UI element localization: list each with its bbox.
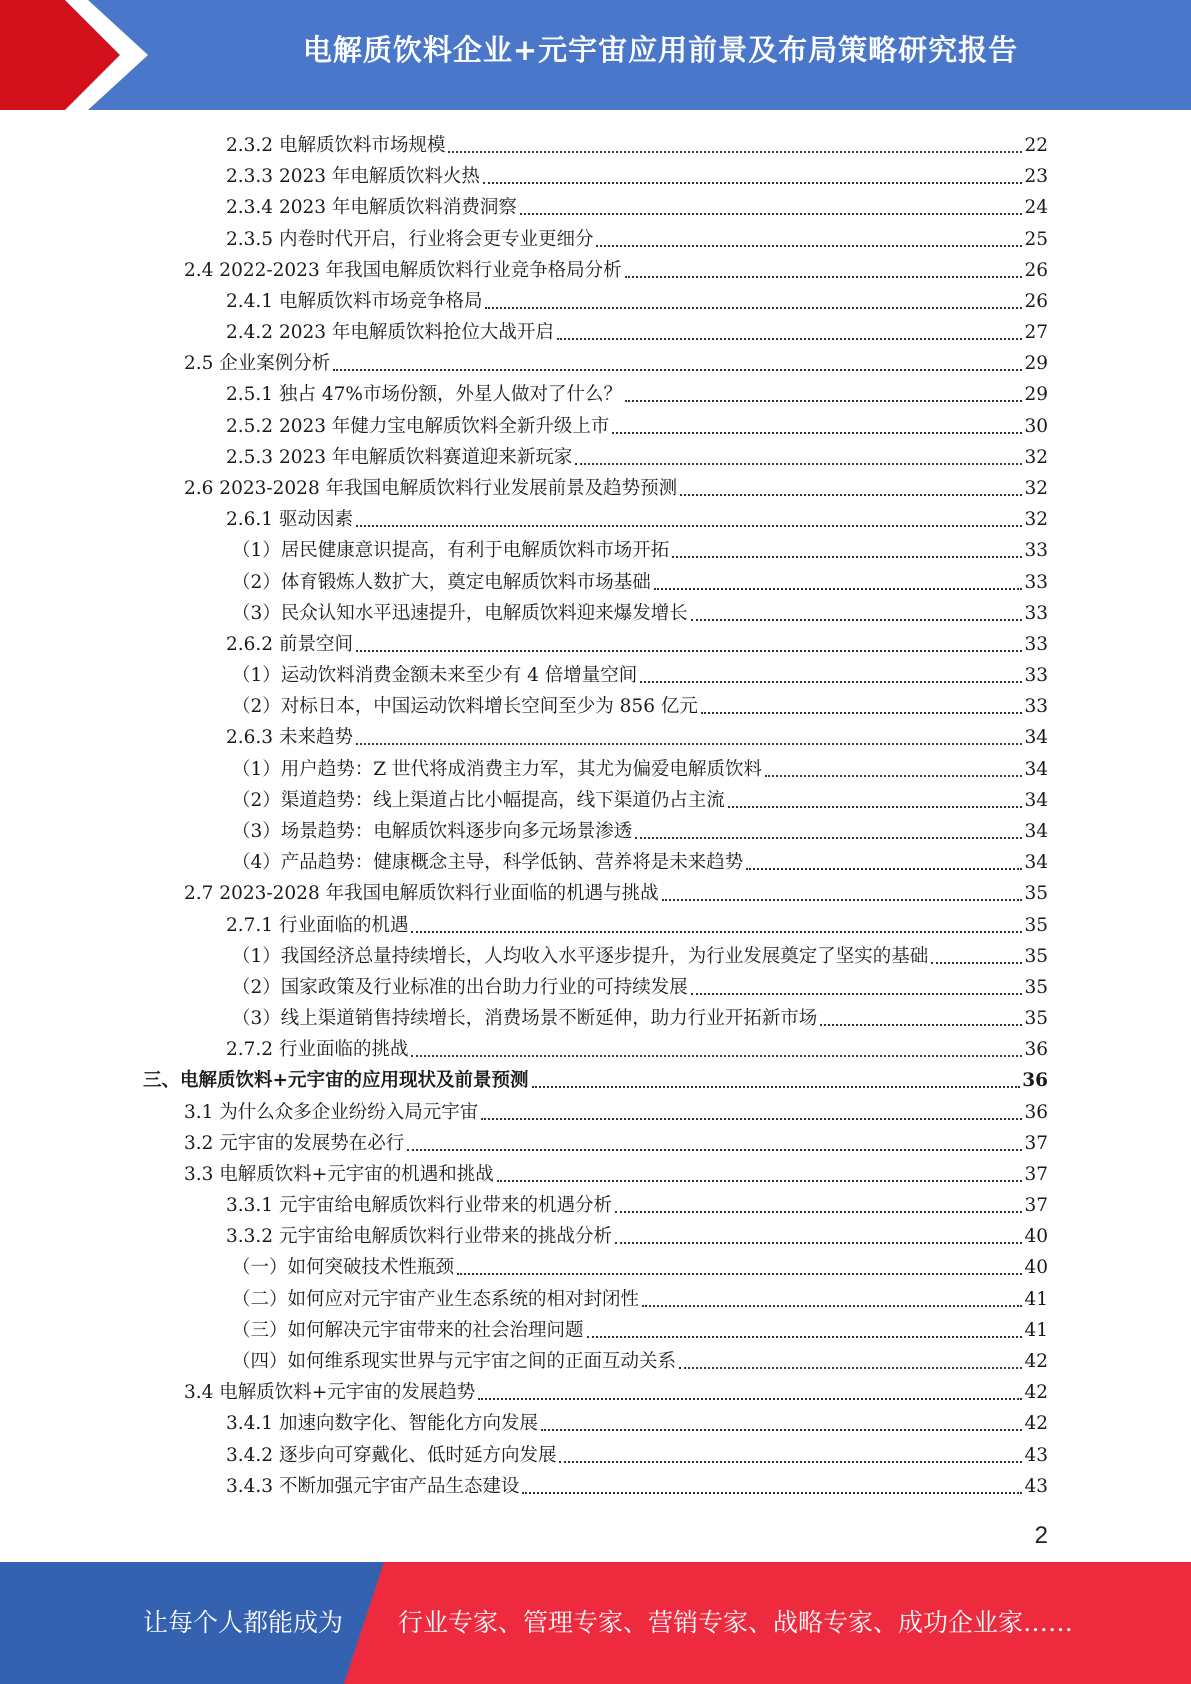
- toc-entry[interactable]: [226, 1218, 1048, 1249]
- toc-entry-title: 2.7.2 行业面临的挑战: [226, 1039, 409, 1060]
- toc-dot-leader: [522, 1492, 1022, 1494]
- toc-entry-title: 2.6 2023-2028 年我国电解质饮料行业发展前景及趋势预测: [184, 478, 678, 499]
- toc-entry-title: 3.4.3 不断加强元宇宙产品生态建设: [226, 1476, 520, 1497]
- toc-dot-leader: [541, 1429, 1022, 1431]
- toc-entry[interactable]: [232, 564, 1048, 595]
- toc-dot-leader: [483, 182, 1023, 184]
- toc-dot-leader: [820, 1024, 1022, 1026]
- toc-dot-leader: [596, 245, 1022, 247]
- toc-dot-leader: [662, 899, 1023, 901]
- toc-entry-page: 36: [1024, 1102, 1048, 1123]
- toc-entry-page: 26: [1024, 260, 1048, 281]
- toc-entry-title: 2.3.5 内卷时代开启，行业将会更专业更细分: [226, 229, 594, 250]
- toc-dot-leader: [411, 931, 1022, 933]
- footer-slogan-right: 行业专家、管理专家、营销专家、战略专家、成功企业家……: [398, 1608, 1074, 1637]
- toc-dot-leader: [728, 806, 1023, 808]
- toc-dot-leader: [701, 712, 1023, 714]
- toc-dot-leader: [497, 1180, 1023, 1182]
- toc-dot-leader: [625, 276, 1023, 278]
- toc-dot-leader: [481, 1118, 1022, 1120]
- toc-entry-title: 2.4 2022-2023 年我国电解质饮料行业竞争格局分析: [184, 260, 622, 281]
- toc-entry-page: 40: [1024, 1226, 1048, 1247]
- toc-entry[interactable]: [184, 1156, 1048, 1187]
- toc-dot-leader: [615, 1242, 1022, 1244]
- toc-entry[interactable]: [184, 345, 1048, 376]
- toc-entry-page: 35: [1024, 1008, 1048, 1029]
- toc-entry-page: 34: [1024, 790, 1048, 811]
- toc-entry-title: （3）线上渠道销售持续增长，消费场景不断延伸，助力行业开拓新市场: [232, 1008, 818, 1029]
- toc-dot-leader: [654, 588, 1023, 590]
- toc-dot-leader: [356, 525, 1023, 527]
- toc-entry-title: （三）如何解决元宇宙带来的社会治理问题: [232, 1320, 584, 1341]
- toc-entry-title: （1）用户趋势：Z 世代将成消费主力军，其尤为偏爱电解质饮料: [232, 759, 763, 780]
- toc-dot-leader: [612, 432, 1022, 434]
- toc-dot-leader: [691, 619, 1023, 621]
- toc-entry-title: 2.4.2 2023 年电解质饮料抢位大战开启: [226, 322, 554, 343]
- toc-entry-title: （四）如何维系现实世界与元宇宙之间的正面互动关系: [232, 1351, 677, 1372]
- toc-entry-title: 2.3.2 电解质饮料市场规模: [226, 135, 446, 156]
- toc-entry[interactable]: [226, 158, 1048, 189]
- toc-dot-leader: [640, 681, 1022, 683]
- toc-dot-leader: [557, 338, 1023, 340]
- toc-entry[interactable]: [226, 1437, 1048, 1468]
- toc-entry[interactable]: [232, 1343, 1048, 1374]
- toc-dot-leader: [457, 1273, 1022, 1275]
- toc-entry-title: （2）渠道趋势：线上渠道占比小幅提高，线下渠道仍占主流: [232, 790, 725, 811]
- toc-entry-title: （3）民众认知水平迅速提升，电解质饮料迎来爆发增长: [232, 603, 688, 624]
- toc-entry-page: 42: [1024, 1351, 1048, 1372]
- toc-entry-page: 33: [1024, 572, 1048, 593]
- toc-entry[interactable]: [184, 1125, 1048, 1156]
- toc-entry[interactable]: [226, 1405, 1048, 1436]
- toc-entry-title: （2）国家政策及行业标准的出台助力行业的可持续发展: [232, 977, 688, 998]
- toc-entry[interactable]: [184, 1374, 1048, 1405]
- toc-entry[interactable]: [232, 751, 1048, 782]
- toc-entry-page: 33: [1024, 634, 1048, 655]
- toc-dot-leader: [333, 369, 1022, 371]
- toc-entry-title: 3.4.2 逐步向可穿戴化、低时延方向发展: [226, 1445, 557, 1466]
- toc-dot-leader: [485, 307, 1022, 309]
- toc-entry-page: 32: [1024, 509, 1048, 530]
- toc-entry-page: 29: [1024, 353, 1048, 374]
- footer-slogan-left: 让每个人都能成为: [143, 1608, 344, 1637]
- toc-entry-page: 25: [1024, 229, 1048, 250]
- toc-entry-title: 3.1 为什么众多企业纷纷入局元宇宙: [184, 1102, 479, 1123]
- toc-entry-page: 43: [1024, 1445, 1048, 1466]
- toc-entry-title: 2.6.3 未来趋势: [226, 727, 353, 748]
- toc-entry[interactable]: [226, 1468, 1048, 1499]
- toc-entry-title: 3.3.1 元宇宙给电解质饮料行业带来的机遇分析: [226, 1195, 612, 1216]
- toc-entry-title: （1）运动饮料消费金额未来至少有 4 倍增量空间: [232, 665, 638, 686]
- toc-entry[interactable]: [232, 813, 1048, 844]
- toc-dot-leader: [679, 1367, 1022, 1369]
- toc-entry-page: 34: [1024, 852, 1048, 873]
- toc-dot-leader: [407, 1149, 1022, 1151]
- toc-entry[interactable]: [226, 626, 1048, 657]
- toc-entry-page: 29: [1024, 384, 1048, 405]
- toc-entry[interactable]: [226, 501, 1048, 532]
- toc-entry[interactable]: [184, 875, 1048, 906]
- toc-entry-page: 27: [1024, 322, 1048, 343]
- report-title: 电解质饮料企业+元宇宙应用前景及布局策略研究报告: [302, 33, 1019, 67]
- toc-entry-page: 33: [1024, 696, 1048, 717]
- toc-entry[interactable]: [232, 595, 1048, 626]
- toc-dot-leader: [615, 1211, 1022, 1213]
- toc-entry-page: 41: [1024, 1289, 1048, 1310]
- toc-entry-page: 42: [1024, 1413, 1048, 1434]
- toc-entry-title: 3.4.1 加速向数字化、智能化方向发展: [226, 1413, 538, 1434]
- toc-entry-title: 2.5.3 2023 年电解质饮料赛道迎来新玩家: [226, 447, 573, 468]
- toc-entry-title: 2.5 企业案例分析: [184, 353, 331, 374]
- toc-entry-page: 37: [1024, 1133, 1048, 1154]
- toc-entry[interactable]: [232, 1249, 1048, 1280]
- toc-entry-page: 36: [1024, 1039, 1048, 1060]
- toc-entry-title: 3.3 电解质饮料+元宇宙的机遇和挑战: [184, 1164, 494, 1185]
- toc-entry-title: 2.7 2023-2028 年我国电解质饮料行业面临的机遇与挑战: [184, 883, 659, 904]
- toc-entry[interactable]: [232, 844, 1048, 875]
- toc-entry-title: 3.3.2 元宇宙给电解质饮料行业带来的挑战分析: [226, 1226, 612, 1247]
- toc-dot-leader: [356, 743, 1023, 745]
- toc-dot-leader: [680, 494, 1022, 496]
- toc-entry-page: 24: [1024, 197, 1048, 218]
- toc-dot-leader: [559, 1461, 1022, 1463]
- toc-entry-title: （一）如何突破技术性瓶颈: [232, 1257, 455, 1278]
- toc-entry-page: 37: [1024, 1195, 1048, 1216]
- toc-entry-title: （4）产品趋势：健康概念主导，科学低钠、营养将是未来趋势: [232, 852, 744, 873]
- toc-entry-title: 2.7.1 行业面临的机遇: [226, 915, 409, 936]
- toc-entry-page: 35: [1024, 915, 1048, 936]
- toc-dot-leader: [478, 1398, 1022, 1400]
- toc-entry[interactable]: [232, 532, 1048, 563]
- toc-entry[interactable]: [232, 1281, 1048, 1312]
- toc-entry-title: （3）场景趋势：电解质饮料逐步向多元场景渗透: [232, 821, 633, 842]
- toc-entry[interactable]: [226, 1187, 1048, 1218]
- toc-dot-leader: [356, 650, 1023, 652]
- toc-entry[interactable]: [226, 439, 1048, 470]
- toc-entry[interactable]: [226, 221, 1048, 252]
- toc-entry-title: （1）我国经济总量持续增长，人均收入水平逐步提升，为行业发展奠定了坚实的基础: [232, 946, 929, 967]
- toc-entry-page: 34: [1024, 759, 1048, 780]
- toc-entry-title: 2.6.2 前景空间: [226, 634, 353, 655]
- toc-dot-leader: [520, 213, 1023, 215]
- page-header: [0, 0, 1191, 110]
- toc-entry[interactable]: [226, 408, 1048, 439]
- toc-entry-title: 2.6.1 驱动因素: [226, 509, 353, 530]
- toc-entry-page: 35: [1024, 977, 1048, 998]
- toc-entry[interactable]: [232, 782, 1048, 813]
- toc-dot-leader: [635, 837, 1022, 839]
- toc-entry[interactable]: [143, 1062, 1048, 1093]
- toc-entry[interactable]: [226, 314, 1048, 345]
- toc-dot-leader: [931, 962, 1022, 964]
- toc-dot-leader: [575, 463, 1022, 465]
- toc-entry[interactable]: [232, 1000, 1048, 1031]
- toc-entry[interactable]: [226, 283, 1048, 314]
- toc-entry-title: 三、电解质饮料+元宇宙的应用现状及前景预测: [143, 1070, 529, 1091]
- toc-dot-leader: [746, 868, 1022, 870]
- toc-entry[interactable]: [232, 688, 1048, 719]
- toc-entry-title: 2.3.4 2023 年电解质饮料消费洞察: [226, 197, 517, 218]
- toc-entry-page: 37: [1024, 1164, 1048, 1185]
- toc-entry-page: 33: [1024, 603, 1048, 624]
- toc-entry-page: 23: [1024, 166, 1048, 187]
- toc-entry-page: 41: [1024, 1320, 1048, 1341]
- toc-entry[interactable]: [226, 376, 1048, 407]
- toc-dot-leader: [672, 556, 1022, 558]
- toc-entry[interactable]: [226, 719, 1048, 750]
- toc-entry-page: 22: [1024, 135, 1048, 156]
- toc-entry-page: 33: [1024, 540, 1048, 561]
- toc-dot-leader: [532, 1086, 1021, 1088]
- toc-entry-title: （1）居民健康意识提高，有利于电解质饮料市场开拓: [232, 540, 670, 561]
- toc-entry[interactable]: [226, 907, 1048, 938]
- toc-entry[interactable]: [232, 969, 1048, 1000]
- toc-entry-page: 40: [1024, 1257, 1048, 1278]
- toc-entry-page: 32: [1024, 447, 1048, 468]
- toc-dot-leader: [448, 151, 1022, 153]
- toc-dot-leader: [765, 775, 1022, 777]
- toc-entry-page: 32: [1024, 478, 1048, 499]
- toc-entry-page: 33: [1024, 665, 1048, 686]
- toc-entry-title: 2.3.3 2023 年电解质饮料火热: [226, 166, 480, 187]
- toc-dot-leader: [587, 1336, 1023, 1338]
- toc-entry[interactable]: [232, 938, 1048, 969]
- toc-entry-title: （2）对标日本，中国运动饮料增长空间至少为 856 亿元: [232, 696, 698, 717]
- toc-entry-page: 43: [1024, 1476, 1048, 1497]
- toc-entry-page: 30: [1024, 416, 1048, 437]
- toc-dot-leader: [691, 993, 1023, 995]
- toc-entry[interactable]: [184, 252, 1048, 283]
- toc-dot-leader: [642, 1305, 1022, 1307]
- toc-entry-page: 35: [1024, 883, 1048, 904]
- page-footer: [0, 1562, 1191, 1684]
- toc-entry[interactable]: [232, 657, 1048, 688]
- toc-entry-title: （二）如何应对元宇宙产业生态系统的相对封闭性: [232, 1289, 640, 1310]
- toc-entry-page: 36: [1022, 1070, 1048, 1091]
- toc-entry-page: 26: [1024, 291, 1048, 312]
- toc-entry-page: 35: [1024, 946, 1048, 967]
- toc-entry[interactable]: [232, 1312, 1048, 1343]
- toc-entry-title: （2）体育锻炼人数扩大，奠定电解质饮料市场基础: [232, 572, 651, 593]
- toc-entry[interactable]: [226, 189, 1048, 220]
- toc-entry[interactable]: [184, 1094, 1048, 1125]
- toc-entry[interactable]: [226, 127, 1048, 158]
- toc-entry-title: 3.2 元宇宙的发展势在必行: [184, 1133, 405, 1154]
- toc-entry-title: 2.5.2 2023 年健力宝电解质饮料全新升级上市: [226, 416, 610, 437]
- toc-entry-page: 34: [1024, 727, 1048, 748]
- toc-entry-title: 2.5.1 独占 47%市场份额，外星人做对了什么？: [226, 384, 622, 405]
- toc-entry[interactable]: [226, 1031, 1048, 1062]
- toc-entry-title: 3.4 电解质饮料+元宇宙的发展趋势: [184, 1382, 476, 1403]
- toc-entry-title: 2.4.1 电解质饮料市场竞争格局: [226, 291, 483, 312]
- toc-dot-leader: [411, 1055, 1022, 1057]
- toc-entry-page: 34: [1024, 821, 1048, 842]
- toc-entry-page: 42: [1024, 1382, 1048, 1403]
- toc-dot-leader: [625, 400, 1022, 402]
- page-number: 2: [1034, 1522, 1048, 1549]
- toc-entry[interactable]: [184, 470, 1048, 501]
